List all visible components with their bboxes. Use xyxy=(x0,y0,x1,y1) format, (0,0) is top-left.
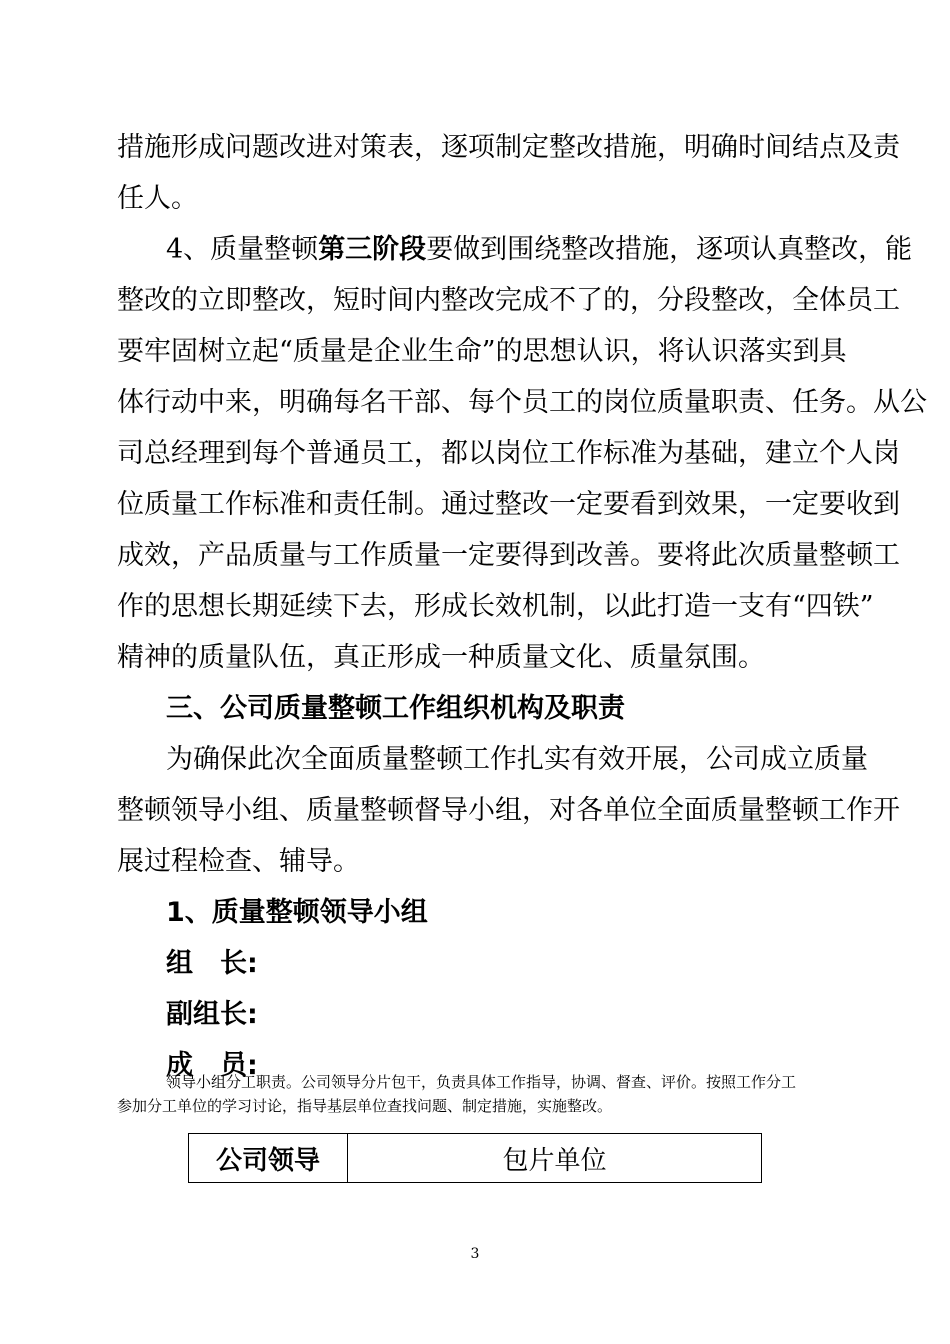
role-leader: 组 长: xyxy=(166,948,258,979)
paragraph-line: 要牢固树立起“质量是企业生命”的思想认识，将认识落实到具 xyxy=(117,336,847,367)
note-line: 领导小组分工职责。公司领导分片包干，负责具体工作指导，协调、督查、评价。按照工作分工 xyxy=(166,1073,797,1091)
stage-suffix: 要做到围绕整改措施，逐项认真整改，能 xyxy=(426,234,913,265)
subheading-leadership-group: 1、质量整顿领导小组 xyxy=(166,897,428,928)
paragraph-line: 位质量工作标准和责任制。通过整改一定要看到效果，一定要收到 xyxy=(117,489,900,520)
paragraph-line: 司总经理到每个普通员工，都以岗位工作标准为基础，建立个人岗 xyxy=(117,438,900,469)
stage-three-emphasis: 第三阶段 xyxy=(318,234,427,265)
page-number: 3 xyxy=(470,1246,480,1262)
role-members: 成 员: xyxy=(166,1050,258,1081)
paragraph-line: 作的思想长期延续下去，形成长效机制，以此打造一支有“四铁” xyxy=(117,591,874,622)
paragraph-line: 体行动中来，明确每名干部、每个员工的岗位质量职责、任务。从公 xyxy=(117,387,927,418)
paragraph-line: 任人。 xyxy=(117,183,198,214)
leader-assignment-table xyxy=(188,1133,762,1183)
note-line: 参加分工单位的学习讨论，指导基层单位查找问题、制定措施，实施整改。 xyxy=(117,1097,613,1115)
paragraph-line: 整改的立即整改，短时间内整改完成不了的，分段整改，全体员工 xyxy=(117,285,900,316)
table-header-row xyxy=(189,1134,762,1183)
paragraph-line: 展过程检查、辅导。 xyxy=(117,846,360,877)
section-heading: 三、公司质量整顿工作组织机构及职责 xyxy=(166,693,625,724)
paragraph-line: 为确保此次全面质量整顿工作扎实有效开展，公司成立质量 xyxy=(166,744,868,775)
table-header-cell: 包片单位 xyxy=(348,1134,762,1183)
table-header-cell: 公司领导 xyxy=(189,1134,348,1183)
paragraph-line-stage-three xyxy=(166,232,913,268)
stage-prefix: 4、质量整顿 xyxy=(166,234,319,265)
paragraph-line: 整顿领导小组、质量整顿督导小组，对各单位全面质量整顿工作开 xyxy=(117,795,900,826)
role-deputy: 副组长: xyxy=(166,999,258,1030)
paragraph-line: 成效，产品质量与工作质量一定要得到改善。要将此次质量整顿工 xyxy=(117,540,900,571)
paragraph-line: 措施形成问题改进对策表，逐项制定整改措施，明确时间结点及责 xyxy=(117,132,900,163)
paragraph-line: 精神的质量队伍，真正形成一种质量文化、质量氛围。 xyxy=(117,642,765,673)
